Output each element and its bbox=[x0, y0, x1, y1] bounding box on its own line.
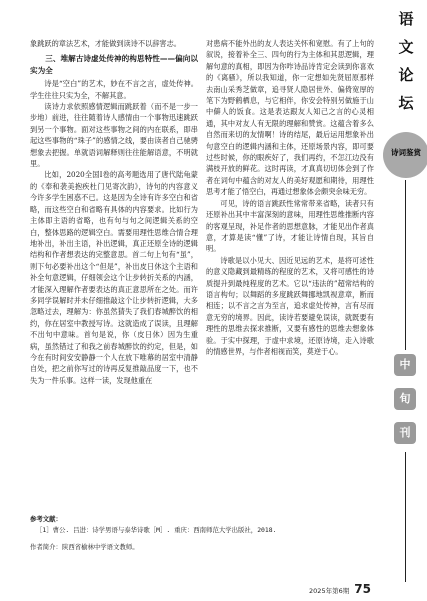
paragraph: 对患病不能外出的友人表达关怀和宽慰。有了上句的叙说，接着补全三、四句的行为主体和其思逻辑，理解句意的真相，即因为你咋诗品诗肯定会读到你喜欢的《离骚》，所以我知道，你一定想如先贤屈原那样去南山采秀芝做章，追寻贤人隐居世外、偏倚宽厚的笔下为野鹤栖息，与它相伴，你安会特别另做施于山中僻人的饭食。这是表达跟友人知己之言的心灵相通，其中对友人有无限的理解和赞赏。这蕴含着多么自然而来切的友情啊！诗的结尾，最后运用想象补出句意空白的逻辑内涵和主体，还原场景内容，即可要过些时候，你的眼疾好了，我们再约，不怎江边没有满枝开放的鲜花。这时再读，才真真切切体会到了作者在词句中蕴含的对友人的美好观愿和期待，用理性思考才能了悟空白，再通过想象体会颇突余味无穷。 bbox=[206, 39, 374, 197]
paragraph: 象跳跃的章法艺术，才能做到读诗不以辞害志。 bbox=[30, 39, 181, 48]
page-number: 75 bbox=[354, 582, 371, 596]
issue-label: 2025年第6期 bbox=[309, 587, 350, 595]
journal-side-rail bbox=[385, 0, 427, 601]
rail-divider-line bbox=[405, 452, 406, 582]
references-heading: 参考文献： bbox=[30, 515, 62, 523]
references-section bbox=[30, 514, 374, 553]
series-chip: 旬 bbox=[394, 388, 416, 410]
rail-title-char: 文 bbox=[398, 38, 414, 56]
body-column-right bbox=[206, 38, 374, 357]
page-footer bbox=[309, 582, 371, 596]
section-badge bbox=[383, 132, 427, 178]
rail-title-char: 语 bbox=[398, 10, 414, 28]
section-heading: 三、堆解古诗虚处传神的构思特性——偏向以实为全 bbox=[30, 54, 198, 75]
rail-title-char: 坛 bbox=[398, 94, 414, 112]
paragraph: 比如，2020全国Ⅰ卷的高考题选用了唐代陆龟蒙的《奉和袭美抱疾杜门见寄次韵》，诗句的内容意义今许多学生困惑不已。这是因为全诗有许多空白和省略，而这些空白和省略有具体的内容要求。比如行为主体即主语的省略，也有句与句之间逻辑关系的空白，整体思路的逻辑空白。需要用理性思维合情合理地补出，补出主语，补出逻辑，真正还原全诗的逻辑结构和作者想表达的完整意思。首二句上句有“虽”，则下句必要补出这个“但是”，补出皮日休这个主语和补全句意逻辑，仔细领会这个让步转折关系的内涵，才能深入理解作者要表达的真正意思所在之处。而许多同学误解时并未仔细推敲这个让步转折逻辑，大多忽略过去，理解为：你虽然猜失了我们春城醉饮的相约，你在居室中教授写诗。这就造成了误读，且理解不出句中意味。首句是说，你（皮日休）因为生重病，虽然错过了和我之前春城醉饮的约定，但是，如今在有时间安安静静一个人在放下唯幕的居室中清静自处，把之前你写过的诗再反复推敲品度一下，也不失为一件乐事。这样一读，发现他重在 bbox=[30, 170, 198, 385]
author-bio: 作者简介：陕西省榆林中学语文教师。 bbox=[30, 543, 139, 551]
paragraph: 读诗力求依照感情逻辑而跳跃着（而不是一步一步地）前进，往往随着诗人感情由一个事物迅速跳跃到另一个事物。面对这些事物之间的内在联系，即串起这些事物的“珠子”的感情之线，要由读者自己驰骋想象去把握。单就语词解释则往往能解语意，不明就里。 bbox=[30, 102, 198, 169]
paragraph: 诗是“空白”的艺术，妙在不言之言，虚处传神。学生往往只实为全，不解其意。 bbox=[30, 79, 198, 100]
section-badge-label: 诗词鉴赏 bbox=[391, 148, 421, 157]
reference-item: ［1］曹公. 吕进：诗学男语与泰华诗歌［M］. 重庆：西南师范大学出版社，2018. bbox=[36, 526, 277, 534]
rail-title-char: 论 bbox=[398, 66, 414, 84]
paragraph: 可见，诗的语言跳跃性常常带来省略，读者只有还原补出其中丰富深刻的意味，用理性思维推断内容的客观呈现，补足作者的思想意脉，才能见出作者真意，才算是读“懂”了诗，才能让诗情自现，其旨自明。 bbox=[206, 198, 374, 254]
paragraph: 诗歌是以小见大、因近见远的艺术，是将可述性的意义隐藏到最精练的程度的艺术，又将可感性的诗质提升到最纯程度的艺术。它以“违法的”超常结构的语言构句；以舞蹈的多度跳跃舞挪地凯视意章，断而相连；以不言之言为至言，追求虚处传神，言有尽而意无穷的境界。因此，读诗若要避免误读，就既要有理性的思维去探求推断，又要有感性的思维去想象体验。于实中探理，于虚中求境，还原诗境，走入诗歌的情感世界，与作者相视而笑，莫逆于心。 bbox=[206, 255, 374, 356]
rail-divider-line bbox=[405, 180, 406, 350]
series-chip: 中 bbox=[394, 354, 416, 376]
series-chip: 刊 bbox=[394, 422, 416, 444]
body-column-left bbox=[30, 38, 198, 386]
